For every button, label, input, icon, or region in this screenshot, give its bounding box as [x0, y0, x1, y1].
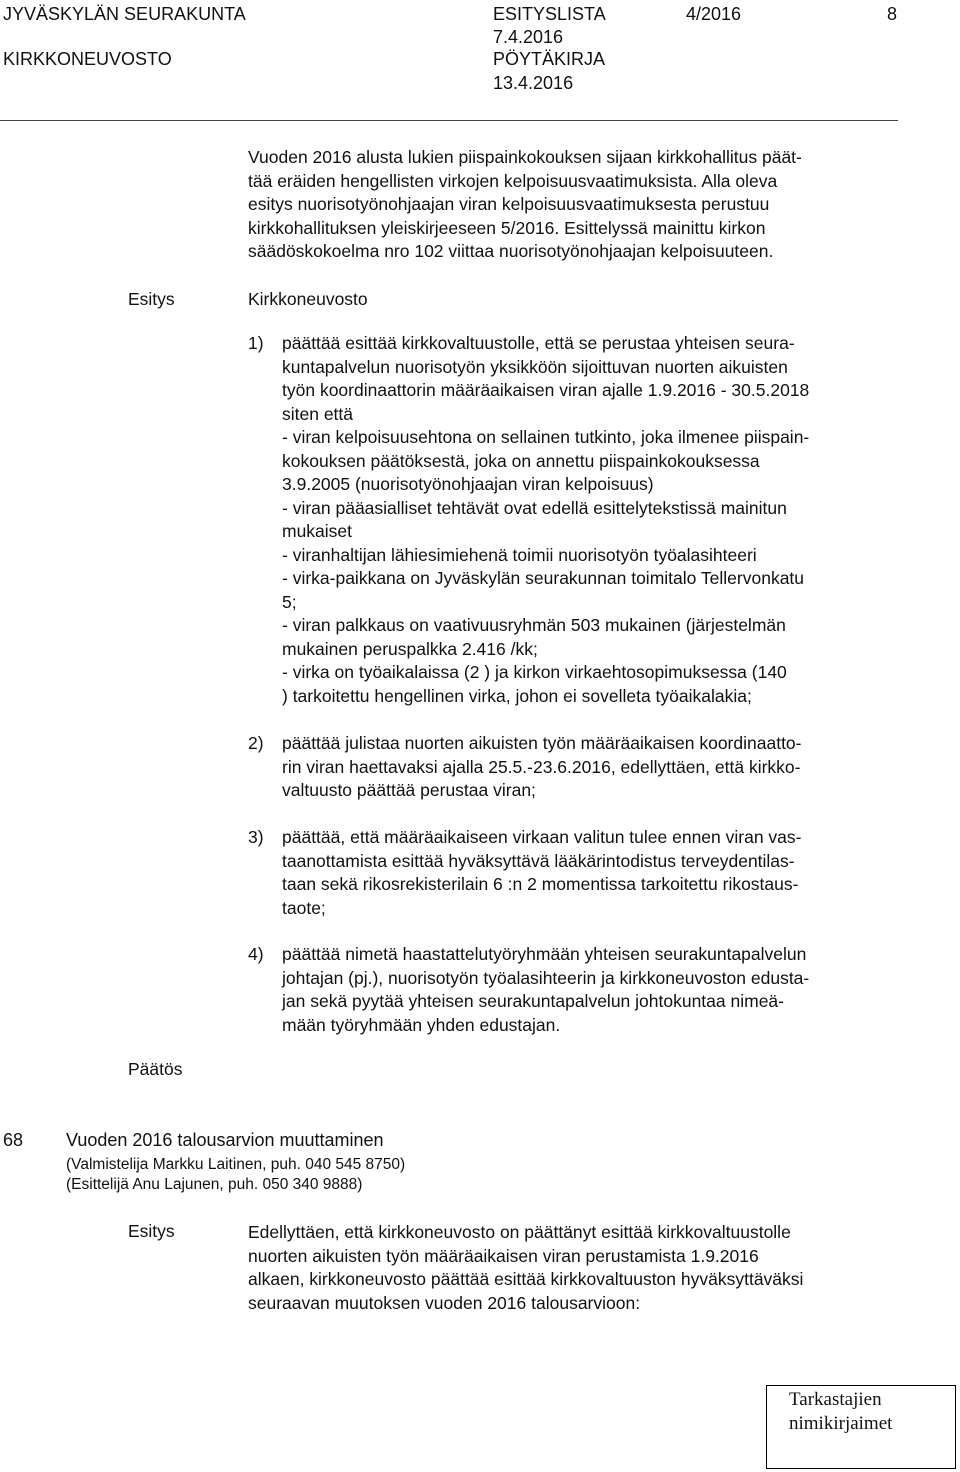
- item-line: kuntapalvelun nuorisotyön yksikköön sijoittuvan nuorten aikuisten: [282, 356, 788, 377]
- header-divider: [0, 120, 898, 121]
- item-line: taan sekä rikosrekisterilain 6 :n 2 momentissa tarkoitettu rikostaus-: [282, 874, 799, 894]
- item-line: 5;: [282, 591, 297, 612]
- item-line: - viran kelpoisuusehtona on sellainen tutkinto, joka ilmenee piispain-: [282, 427, 810, 447]
- item-line: rin viran haettavaksi ajalla 25.5.-23.6.2016, edellyttäen, että kirkko-: [282, 756, 801, 777]
- item-line: 3.9.2005 (nuorisotyönohjaajan viran kelpoisuus): [282, 474, 654, 494]
- item-line: mukaiset: [282, 521, 353, 541]
- intro-paragraph: [248, 146, 898, 264]
- item-line: - viran pääasialliset tehtävät ovat edellä esittelytekstissä mainitun: [282, 497, 787, 518]
- preparer-info: (Valmistelija Markku Laitinen, puh. 040 545 8750): [66, 1156, 406, 1173]
- item-line: päättää julistaa nuorten aikuisten työn määräaikaisen koordinaatto-: [282, 733, 802, 753]
- item-line: ) tarkoitettu hengellinen virka, johon ei sovelleta työaikalakia;: [282, 685, 752, 706]
- section-title: Vuoden 2016 talousarvion muuttaminen: [66, 1130, 384, 1150]
- section-number: 68: [3, 1130, 24, 1150]
- decision-label: Päätös: [128, 1059, 183, 1079]
- item-line: mukainen peruspalkka 2.416 /kk;: [282, 638, 538, 659]
- minutes-date: 13.4.2016: [493, 73, 574, 93]
- minutes-type: PÖYTÄKIRJA: [493, 49, 606, 69]
- item-number: 4): [248, 944, 264, 964]
- page-number: 8: [887, 4, 898, 24]
- intro-line: Vuoden 2016 alusta lukien piispainkokouksen sijaan kirkkohallitus päät-: [248, 147, 802, 167]
- reviewers-initials-box: [766, 1385, 956, 1469]
- item-line: johtajan (pj.), nuorisotyön työalasihteerin ja kirkkoneuvoston edusta-: [282, 967, 810, 988]
- item-line: valtuusto päättää perustaa viran;: [282, 780, 536, 800]
- proposal-line: alkaen, kirkkoneuvosto päättää esittää kirkkovaltuuston hyväksyttäväksi: [248, 1269, 804, 1289]
- presenter-info: (Esittelijä Anu Lajunen, puh. 050 340 9888): [66, 1176, 363, 1193]
- item-line: - virka-paikkana on Jyväskylän seurakunnan toimitalo Tellervonkatu: [282, 568, 805, 588]
- intro-line: esitys nuorisotyönohjaajan viran kelpoisuusvaatimuksesta perustuu: [248, 194, 770, 214]
- proposal-actor: Kirkkoneuvosto: [248, 289, 368, 309]
- item-number: 3): [248, 827, 264, 847]
- intro-line: säädöskokoelma nro 102 viittaa nuorisotyönohjaajan kelpoisuuteen.: [248, 241, 774, 261]
- org-name: JYVÄSKYLÄN SEURAKUNTA: [3, 4, 246, 24]
- stamp-line: nimikirjaimet: [789, 1413, 893, 1434]
- item-line: taote;: [282, 897, 326, 918]
- proposal-line: seuraavan muutoksen vuoden 2016 talousarvioon:: [248, 1292, 641, 1313]
- meeting-number: 4/2016: [686, 4, 742, 24]
- item-line: - virka on työaikalaissa (2 ) ja kirkon virkaehtosopimuksessa (140: [282, 662, 787, 682]
- item-number: 2): [248, 733, 264, 753]
- item-line: päättää, että määräaikaiseen virkaan valitun tulee ennen viran vas-: [282, 827, 802, 847]
- item-line: kokouksen päätöksestä, joka on annettu piispainkokouksessa: [282, 450, 760, 471]
- doc-date: 7.4.2016: [493, 27, 564, 47]
- item-line: siten että: [282, 403, 354, 424]
- stamp-line: Tarkastajien: [789, 1389, 882, 1410]
- section68-proposal-label: Esitys: [128, 1221, 175, 1241]
- item-number: 1): [248, 333, 264, 353]
- proposal-line: nuorten aikuisten työn määräaikaisen viran perustamista 1.9.2016: [248, 1245, 759, 1266]
- item-line: - viran palkkaus on vaativuusryhmän 503 mukainen (järjestelmän: [282, 615, 786, 635]
- doc-type: ESITYSLISTA: [493, 4, 606, 24]
- item-line: päättää nimetä haastattelutyöryhmään yhteisen seurakuntapalvelun: [282, 944, 807, 964]
- body-name: KIRKKONEUVOSTO: [3, 49, 172, 69]
- section68-proposal-text: [248, 1221, 898, 1315]
- item-line: jan sekä pyytää yhteisen seurakuntapalvelun johtokuntaa nimeä-: [282, 991, 784, 1011]
- intro-line: kirkkohallituksen yleiskirjeeseen 5/2016. Esittelyssä mainittu kirkon: [248, 217, 766, 238]
- proposal-label: Esitys: [128, 289, 175, 309]
- intro-line: tää eräiden hengellisten virkojen kelpoisuusvaatimuksista. Alla oleva: [248, 170, 778, 191]
- item-line: taanottamista esittää hyväksyttävä lääkärintodistus terveydentilas-: [282, 850, 795, 871]
- item-line: - viranhaltijan lähiesimiehenä toimii nuorisotyön työalasihteeri: [282, 544, 757, 565]
- proposal-line: Edellyttäen, että kirkkoneuvosto on päättänyt esittää kirkkovaltuustolle: [248, 1222, 791, 1242]
- item-line: mään työryhmään yhden edustajan.: [282, 1014, 561, 1035]
- item-line: työn koordinaattorin määräaikaisen viran ajalle 1.9.2016 - 30.5.2018: [282, 380, 810, 400]
- item-line: päättää esittää kirkkovaltuustolle, että se perustaa yhteisen seura-: [282, 333, 795, 353]
